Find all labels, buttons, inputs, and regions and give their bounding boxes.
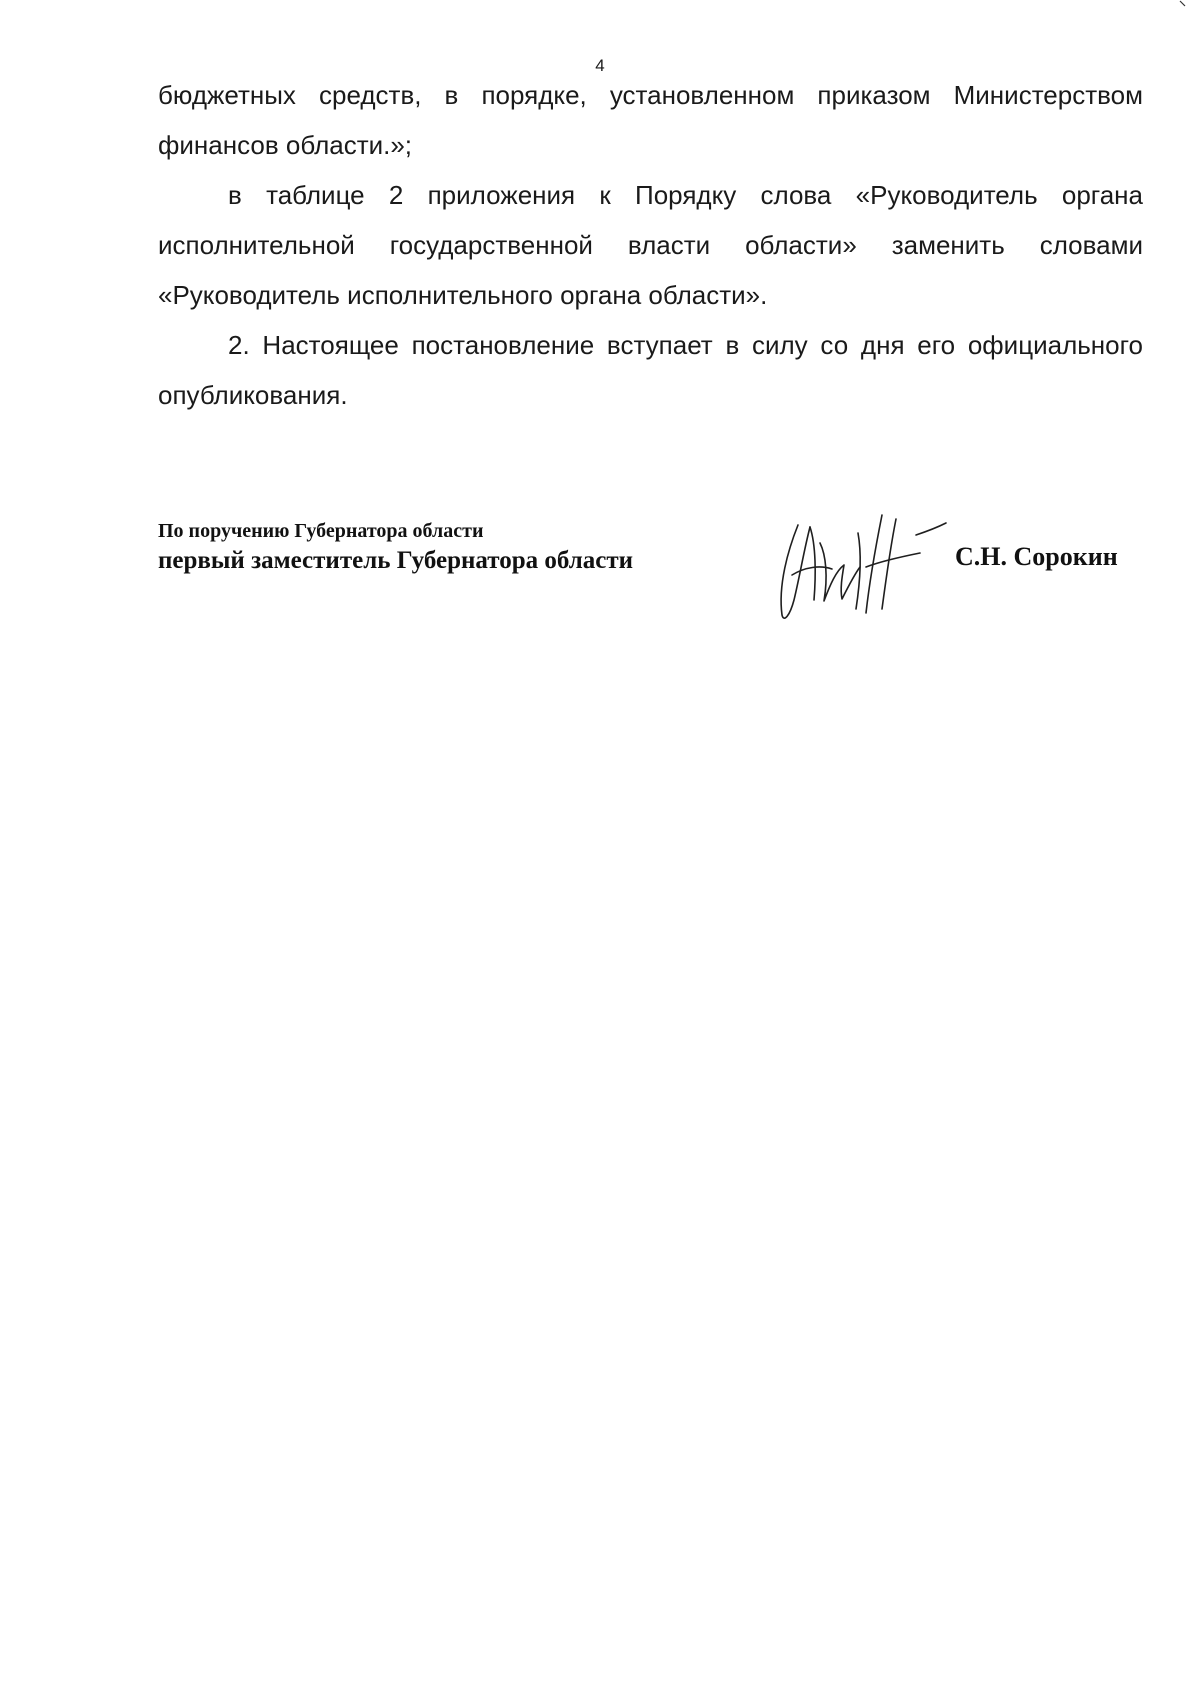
page-number: 4 bbox=[595, 56, 605, 75]
document-body bbox=[158, 70, 1143, 420]
paragraph-continuation: бюджетных средств, в порядке, установленном приказом Министерством финансов области.»; bbox=[158, 80, 1143, 160]
signatory-position-line: первый заместитель Губернатора области bbox=[158, 547, 634, 574]
handwritten-signature bbox=[770, 505, 950, 625]
paragraph-entry-into-force: 2. Настоящее постановление вступает в силу со дня его официального опубликования. bbox=[158, 330, 1143, 410]
signatory-title-block bbox=[158, 518, 633, 578]
signatory-name: С.Н. Сорокин bbox=[955, 542, 1118, 571]
signatory-authority-line: По поручению Губернатора области bbox=[158, 520, 484, 542]
scan-corner-mark bbox=[1178, 0, 1188, 8]
paragraph-table-amendment: в таблице 2 приложения к Порядку слова «Руководитель органа исполнительной государственной власти области» заменить словами «Руководитель исполнительного органа области». bbox=[158, 180, 1143, 310]
